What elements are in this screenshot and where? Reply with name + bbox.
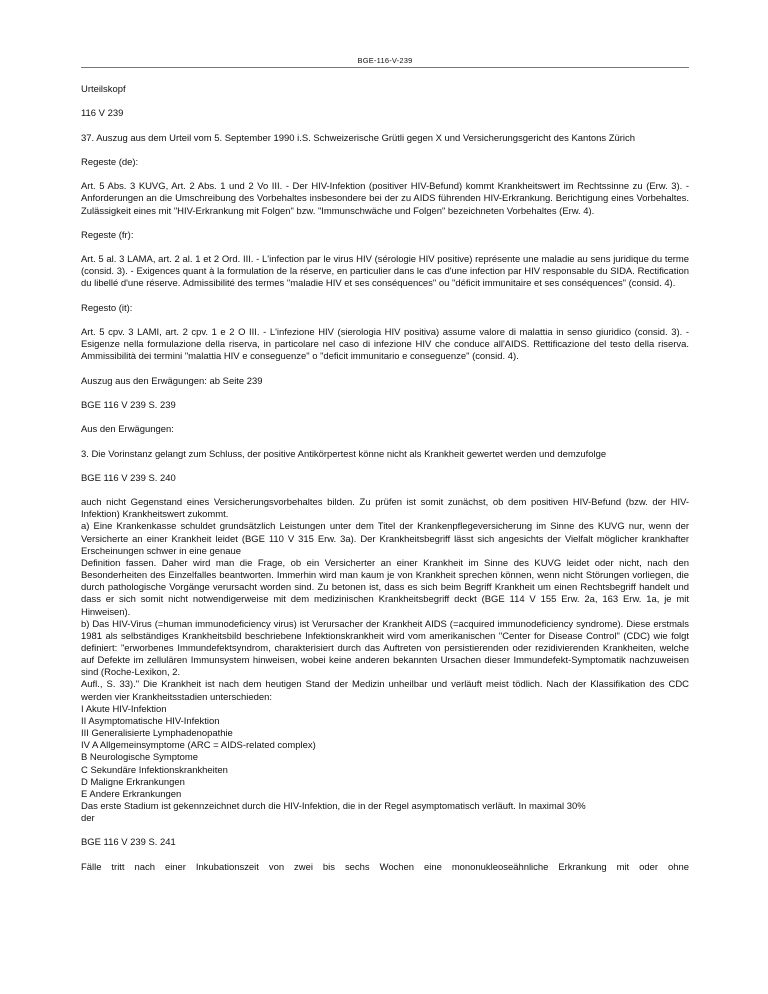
stage-list-item: I Akute HIV-Infektion [81,703,167,715]
regesto-it-text: Art. 5 cpv. 3 LAMI, art. 2 cpv. 1 e 2 O III. - L'infezione HIV (sierologia HIV positiva) assume valore di malattia in senso giuridico (consid. 3). - Esigenze nella formulazione della riserva, in particolare nel caso di infezione HIV che conduce all'AIDS. Rettificazione del testo della riserva. Ammissibilità dei termini "malattia HIV e conseguenze" o "deficit immunitario e conseguenze" (consid. 4). [81,327,689,363]
stage-one-description-end: der [81,813,95,825]
consideration-3b-part1: b) Das HIV-Virus (=human immunodeficiency virus) ist Verursacher der Krankheit AIDS (=acquired immunodeficiency syndrome). Diese erstmals 1981 als selbständiges Krankheitsbild beschriebene Infektionskrankheit wird vom amerikanischen "Center for Disease Control" (CDC) wie folgt definiert: "erworbenes Immundefektsyndrom, charakterisiert durch das Auftreten von persistierenden oder rezidivierenden Krankheiten, welche auf Defekte im zellulären Immunsystem hinweisen, wobei keine anderen bekannten Ursachen dieser Immundefekt-Symptomatik nachzuweisen sind (Roche-Lexikon, 2. [81,618,689,679]
stage-one-description: Das erste Stadium ist gekennzeichnet durch die HIV-Infektion, die in der Regel asymptomatisch verläuft. In maximal 30% [81,801,586,812]
document-reference: BGE-116-V-239 [357,56,413,65]
urteilskopf-heading: Urteilskopf [81,84,126,95]
stage-list-item: IV A Allgemeinsymptome (ARC = AIDS-related complex) [81,740,316,752]
regeste-fr-heading: Regeste (fr): [81,229,134,241]
regeste-de-heading: Regeste (de): [81,156,139,168]
consideration-3a-part1: a) Eine Krankenkasse schuldet grundsätzlich Leistungen unter dem Titel der Krankenpflegeversicherung im Sinne des KUVG nur, wenn der Versicherte an einer Krankheit leidet (BGE 110 V 315 Erw. 3a). Der Krankheitsbegriff lässt sich angesichts der Vielfalt möglicher krankhafter Erscheinungen schwer in eine genaue [81,521,689,557]
consideration-3-body [81,497,689,825]
header-divider [81,67,689,68]
regeste-de-text: Art. 5 Abs. 3 KUVG, Art. 2 Abs. 1 und 2 Vo III. - Der HIV-Infektion (positiver HIV-Befund) kommt Krankheitswert im Rechtssinne zu (Erw. 3). - Anforderungen an die Umschreibung des Vorbehaltes insbesondere bei der zu AIDS führenden HIV-Erkrankung. Berichtigung eines Vorbehaltes. Zulässigkeit eines mit "HIV-Erkrankung mit Folgen" bzw. "Immunschwäche und Folgen" bezeichneten Vorbehaltes (Erw. 4). [81,181,689,217]
document-body [81,84,689,886]
stage-list-item: III Generalisierte Lymphadenopathie [81,728,233,740]
extract-note: Auszug aus den Erwägungen: ab Seite 239 [81,375,263,387]
decision-summary: 37. Auszug aus dem Urteil vom 5. September 1990 i.S. Schweizerische Grütli gegen X und Versicherungsgericht des Kantons Zürich [81,132,635,144]
stage-list-item: E Andere Erkrankungen [81,788,182,800]
page-marker-239: BGE 116 V 239 S. 239 [81,399,176,411]
consideration-3b-continued: Fälle tritt nach einer Inkubationszeit von zwei bis sechs Wochen eine mononukleoseähnliche Erkrankung mit oder ohne [81,861,689,873]
document-reference-header [81,56,689,65]
consideration-3-continued: auch nicht Gegenstand eines Versicherungsvorbehaltes bilden. Zu prüfen ist somit zunächst, ob dem positiven HIV-Befund (bzw. der HIV-Infektion) Krankheitswert zukommt. [81,497,689,521]
page-marker-241: BGE 116 V 239 S. 241 [81,837,176,849]
regesto-it-heading: Regesto (it): [81,302,133,314]
regeste-fr-text: Art. 5 al. 3 LAMA, art. 2 al. 1 et 2 Ord. III. - L'infection par le virus HIV (sérologie HIV positive) représente une maladie au sens juridique du terme (consid. 3). - Exigences quant à la formulation de la réserve, en particulier dans le cas d'une infection par HIV responsable du SIDA. Rectification du libellé d'une réserve. Admissibilité des termes "maladie HIV et ses conséquences" ou "déficit immunitaire et ses conséquences" (consid. 4). [81,254,689,290]
consideration-3a-part2: Definition fassen. Daher wird man die Frage, ob ein Versicherter an einer Krankheit im Sinne des KUVG leidet oder nicht, nach den Besonderheiten des Einzelfalles beantworten. Immerhin wird man kaum je von Krankheit sprechen können, wenn nicht Störungen vorliegen, die durch pathologische Vorgänge verursacht worden sind. Zu betonen ist, dass es sich beim Begriff Krankheit um einen Rechtsbegriff handelt und dass er sich somit nicht notwendigerweise mit dem medizinischen Krankheitsbegriff deckt (BGE 114 V 155 Erw. 2a, 163 Erw. 1a, je mit Hinweisen). [81,557,689,618]
stage-list-item: D Maligne Erkrankungen [81,776,185,788]
stage-list-item: II Asymptomatische HIV-Infektion [81,715,220,727]
erwaegungen-heading: Aus den Erwägungen: [81,424,174,436]
stage-list-item: C Sekundäre Infektionskrankheiten [81,764,228,776]
stage-list-item: B Neurologische Symptome [81,752,198,764]
consideration-3b-part2: Aufl., S. 33)." Die Krankheit ist nach dem heutigen Stand der Medizin unheilbar und verläuft meist tödlich. Nach der Klassifikation des CDC werden vier Krankheitsstadien unterschieden: [81,679,689,703]
citation: 116 V 239 [81,108,124,120]
page-marker-240: BGE 116 V 239 S. 240 [81,472,176,484]
consideration-3: 3. Die Vorinstanz gelangt zum Schluss, der positive Antikörpertest könne nicht als Krankheit gewertet werden und demzufolge [81,448,607,460]
